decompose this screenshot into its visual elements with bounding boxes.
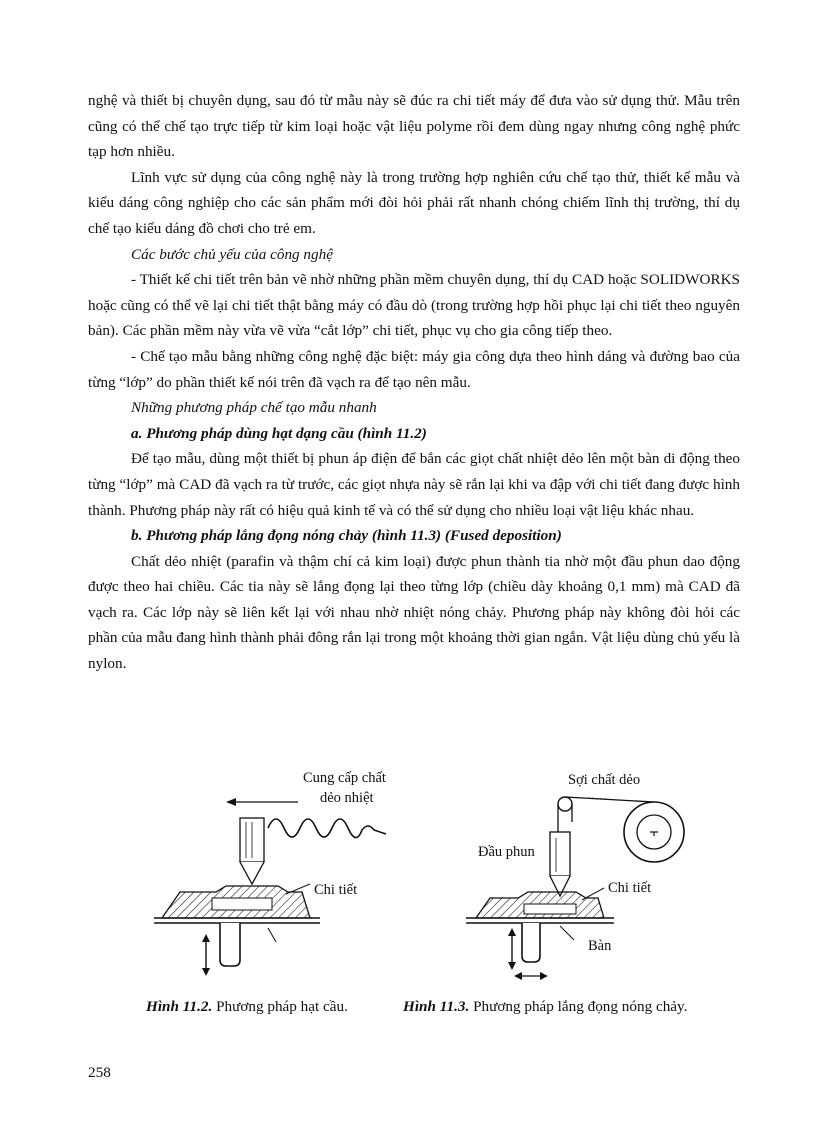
coil-feed bbox=[268, 819, 386, 838]
label-part-right: Chi tiết bbox=[608, 880, 652, 896]
caption-figure-11-3 bbox=[403, 998, 687, 1016]
caption-figure-11-2 bbox=[146, 998, 348, 1016]
subheading-steps: Các bước chủ yếu của công nghệ bbox=[131, 245, 333, 263]
piezo-nozzle bbox=[240, 818, 264, 884]
figure-11-2-drawing bbox=[154, 770, 386, 976]
extrusion-nozzle bbox=[550, 832, 570, 896]
caption-number-11-3: Hình 11.3. bbox=[403, 998, 470, 1015]
heading-method-b: b. Phương pháp lắng đọng nóng chảy (hình 11.3) (Fused deposition) bbox=[131, 527, 562, 545]
page-number: 258 bbox=[88, 1064, 111, 1081]
paragraph-method-a: Để tạo mẫu, dùng một thiết bị phun áp điện để bắn các giọt chất nhiệt dẻo lên một bàn di động theo từng “lớp” mà CAD đã vạch ra từ trước, các giọt nhựa này sẽ rắn lại khi va đập với chi tiết đang được hình thành. Phương pháp này rất có hiệu quả kinh tế và có thể sử dụng cho nhiều loại vật liệu khác nhau. bbox=[88, 450, 740, 519]
caption-text-11-3: Phương pháp lắng đọng nóng chảy. bbox=[469, 998, 688, 1015]
label-table: Bàn bbox=[588, 938, 612, 954]
paragraph-step-1: - Thiết kế chi tiết trên bản vẽ nhờ những phần mềm chuyên dụng, thí dụ CAD hoặc SOLIDWORKS hoặc cũng có thể vẽ lại chi tiết thật bằng máy có đầu dò (trong trường hợp hồi phục lại chi tiết theo nguyên bản). Các phần mềm này vừa vẽ vừa “cắt lớp” chi tiết, phục vụ cho gia công tiếp theo. bbox=[88, 271, 740, 340]
paragraph-method-b: Chất dẻo nhiệt (parafin và thậm chí cả kim loại) được phun thành tia nhờ một đầu phun dao động được theo hai chiều. Các tia này sẽ lắng đọng lại theo từng lớp (chiều dày khoảng 0,1 mm) mà CAD đã vạch ra. Các lớp này sẽ liên kết lại với nhau nhờ nhiệt nóng chảy. Phương pháp này không đòi hỏi các phần của mẫu đang hình thành phải đông rắn lại trong một khoảng thời gian ngắn. Vật liệu dùng chủ yếu là nylon. bbox=[88, 552, 740, 673]
table-stand-left bbox=[202, 923, 240, 976]
caption-number-11-2: Hình 11.2. bbox=[146, 998, 213, 1015]
caption-text-11-2: Phương pháp hạt cầu. bbox=[212, 998, 348, 1015]
label-supply-line2: dẻo nhiệt bbox=[320, 790, 374, 806]
filament-spool bbox=[624, 802, 684, 862]
label-supply-line1: Cung cấp chất bbox=[303, 770, 386, 786]
paragraph-1: nghệ và thiết bị chuyên dụng, sau đó từ mẫu này sẽ đúc ra chi tiết máy để đưa vào sử dụng thử. Mẫu trên cũng có thể chế tạo trực tiếp từ kim loại hoặc vật liệu polyme rồi đem dùng ngay nhưng công nghệ phức tạp hơn nhiều. bbox=[88, 92, 740, 161]
part-right bbox=[466, 892, 614, 923]
subheading-methods: Những phương pháp chế tạo mẫu nhanh bbox=[131, 399, 377, 417]
paragraph-step-2: - Chế tạo mẫu bằng những công nghệ đặc biệt: máy gia công dựa theo hình dáng và đường bao của từng “lớp” do phần thiết kế nói trên đã vạch ra để tạo nên mẫu. bbox=[88, 347, 740, 391]
guide-pulley bbox=[558, 797, 572, 811]
part-left bbox=[154, 886, 320, 923]
motion-arrow-horizontal bbox=[226, 798, 298, 806]
paragraph-2: Lĩnh vực sử dụng của công nghệ này là trong trường hợp nghiên cứu chế tạo thử, thiết kế mẫu và kiểu dáng công nghiệp cho các sản phẩm mới đòi hỏi phải rất nhanh chóng chiếm lĩnh thị trường, thí dụ chế tạo kiểu dáng đồ chơi cho trẻ em. bbox=[88, 168, 740, 237]
label-part-left: Chi tiết bbox=[314, 882, 358, 898]
figures bbox=[88, 760, 740, 1060]
label-nozzle: Đầu phun bbox=[478, 844, 535, 860]
page-body bbox=[88, 88, 740, 677]
figures-drawing bbox=[88, 760, 740, 990]
heading-method-a: a. Phương pháp dùng hạt dạng cầu (hình 11.2) bbox=[131, 424, 427, 442]
table-stand-right bbox=[508, 923, 548, 980]
label-filament: Sợi chất dẻo bbox=[568, 772, 641, 788]
figure-11-3-drawing bbox=[466, 772, 684, 980]
